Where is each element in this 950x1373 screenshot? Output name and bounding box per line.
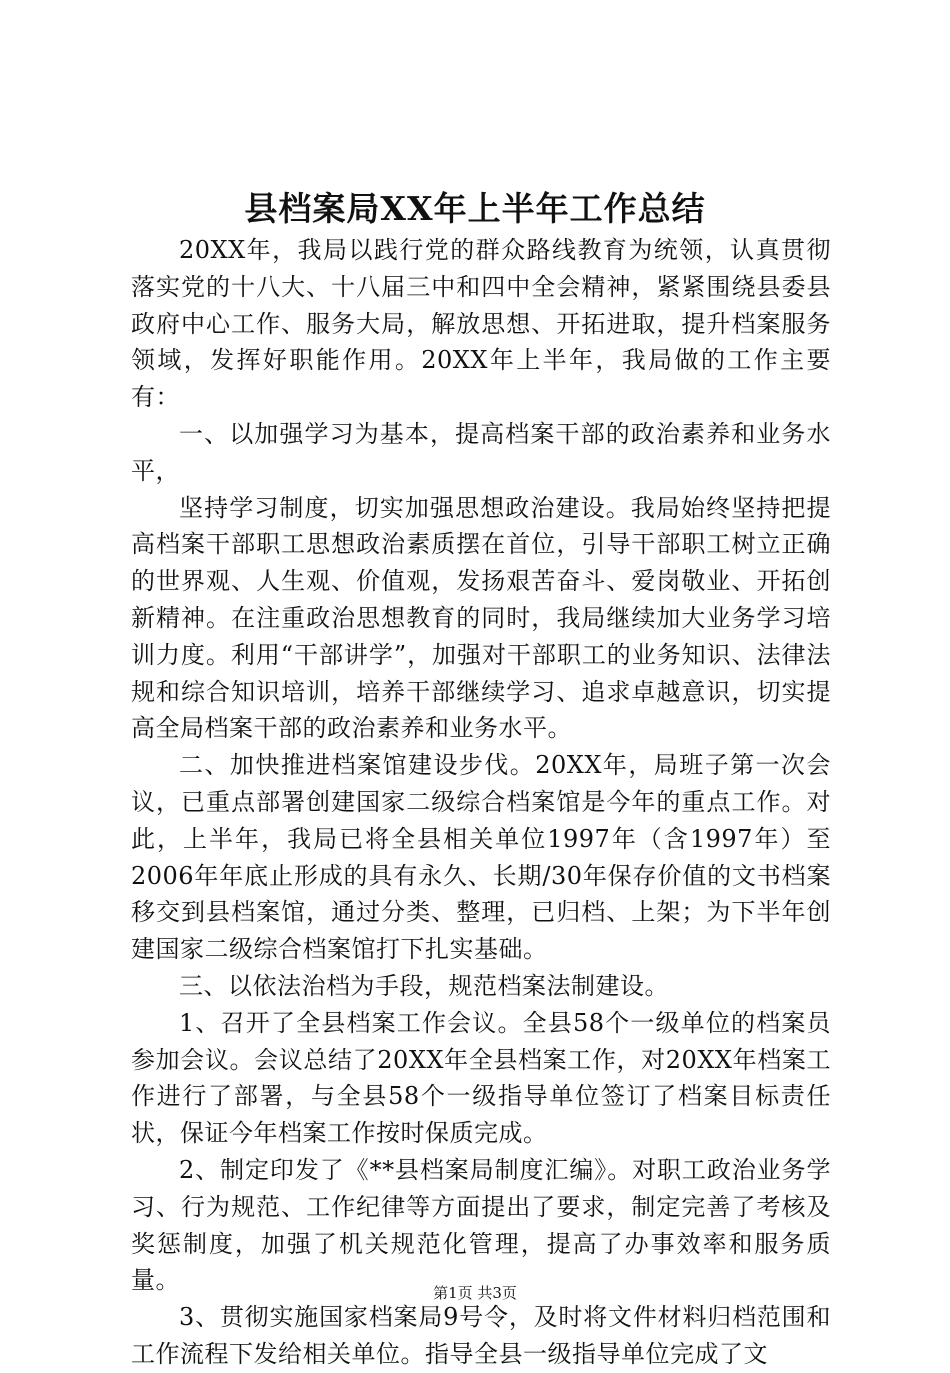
paragraph-section-2: 二、加快推进档案馆建设步伐。20XX年，局班子第一次会议，已重点部署创建国家二级综合档案馆是今年的重点工作。对此，上半年，我局已将全县相关单位1997年（含1997年）至2006年年底止形成的具有永久、长期/30年保存价值的文书档案移交到县档案馆，通过分类、整理，已归档、上架；为下半年创建国家二级综合档案馆打下扎实基础。	[131, 751, 831, 964]
document-title: 县档案局XX年上半年工作总结	[244, 189, 706, 228]
document-body	[131, 232, 831, 1373]
paragraph-section-1-body: 坚持学习制度，切实加强思想政治建设。我局始终坚持把提高档案干部职工思想政治素质摆在首位，引导干部职工树立正确的世界观、人生观、价值观，发扬艰苦奋斗、爱岗敬业、开拓创新精神。在注重政治思想教育的同时，我局继续加大业务学习培训力度。利用“干部讲学”，加强对干部职工的业务知识、法律法规和综合知识培训，培养干部继续学习、追求卓越意识，切实提高全局档案干部的政治素养和业务水平。	[131, 493, 831, 743]
paragraph-section-1-heading: 一、以加强学习为基本，提高档案干部的政治素养和业务水平，	[131, 419, 831, 485]
page-number-footer: 第1页 共3页	[433, 1284, 517, 1302]
paragraph-item-3: 3、贯彻实施国家档案局9号令，及时将文件材料归档范围和工作流程下发给相关单位。指导全县一级指导单位完成了文	[131, 1303, 831, 1368]
paragraph-section-3-heading: 三、以依法治档为手段，规范档案法制建设。	[179, 971, 669, 1000]
paragraph-item-1: 1、召开了全县档案工作会议。全县58个一级单位的档案员参加会议。会议总结了20XX年全县档案工作，对20XX年档案工作进行了部署，与全县58个一级指导单位签订了档案目标责任状，保证今年档案工作按时保质完成。	[131, 1008, 831, 1148]
paragraph-item-2: 2、制定印发了《**县档案局制度汇编》。对职工政治业务学习、行为规范、工作纪律等方面提出了要求，制定完善了考核及奖惩制度，加强了机关规范化管理，提高了办事效率和服务质量。	[131, 1155, 831, 1295]
paragraph-intro: 20XX年，我局以践行党的群众路线教育为统领，认真贯彻落实党的十八大、十八届三中和四中全会精神，紧紧围绕县委县政府中心工作、服务大局，解放思想、开拓进取，提升档案服务领域，发挥好职能作用。20XX年上半年，我局做的工作主要有：	[131, 236, 831, 412]
